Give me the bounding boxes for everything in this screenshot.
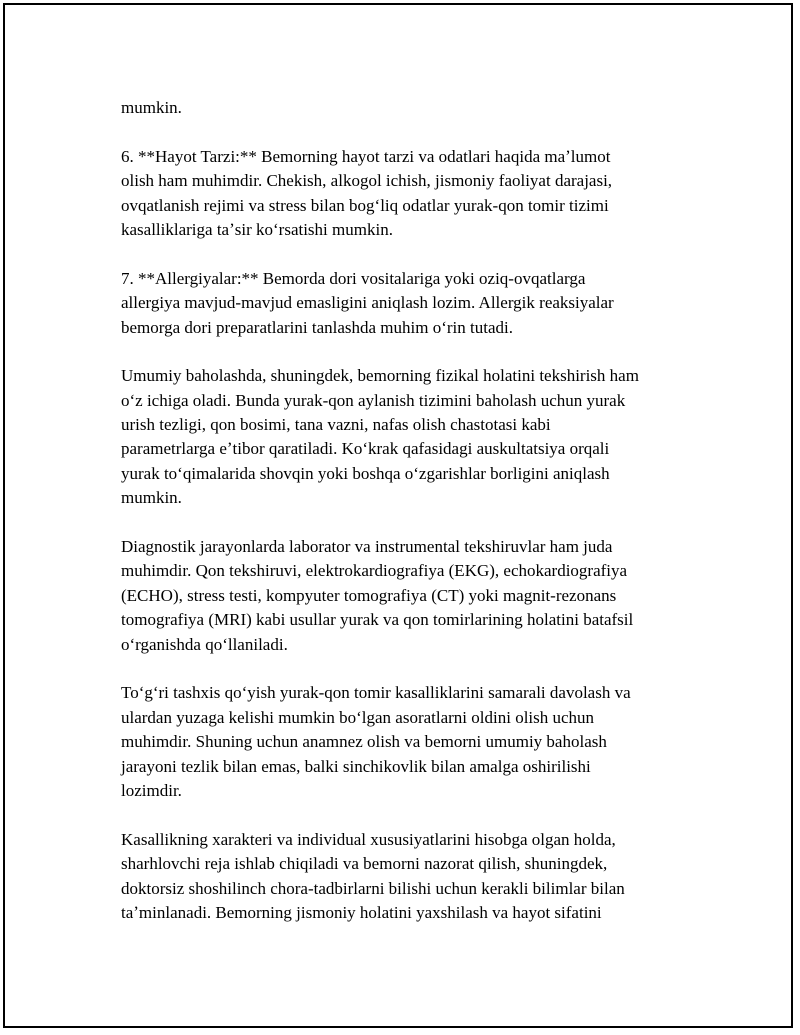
text-line: oʻz ichiga oladi. Bunda yurak-qon aylanish tizimini baholash uchun yurak (121, 390, 626, 410)
text-line: doktorsiz shoshilinch chora-tadbirlarni bilishi uchun kerakli bilimlar bilan (121, 878, 625, 898)
text-line: olish ham muhimdir. Chekish, alkogol ichish, jismoniy faoliyat darajasi, (121, 171, 613, 191)
text-line: lozimdir. (121, 780, 182, 800)
text-line: allergiya mavjud-mavjud emasligini aniqlash lozim. Allergik reaksiyalar (121, 293, 614, 313)
text-line: kasalliklariga taʼsir koʻrsatishi mumkin. (121, 219, 393, 239)
text-line: Diagnostik jarayonlarda laborator va instrumental tekshiruvlar ham juda (121, 537, 613, 557)
document-body (121, 96, 691, 950)
text-line: taʼminlanadi. Bemorning jismoniy holatini yaxshilash va hayot sifatini (121, 902, 602, 922)
text-line: bemorga dori preparatlarini tanlashda muhim oʻrin tutadi. (121, 317, 513, 337)
document-page (3, 3, 793, 1028)
text-line: Toʻgʻri tashxis qoʻyish yurak-qon tomir kasalliklarini samarali davolash va (121, 683, 631, 703)
text-line: 7. **Allergiyalar:** Bemorda dori vositalariga yoki oziq-ovqatlarga (121, 268, 586, 288)
text-line: (ECHO), stress testi, kompyuter tomografiya (CT) yoki magnit-rezonans (121, 585, 617, 605)
paragraph-continuation (121, 96, 691, 120)
text-line: tomografiya (MRI) kabi usullar yurak va qon tomirlarining holatini batafsil (121, 610, 634, 630)
paragraph-allergies (121, 267, 691, 340)
text-line: urish tezligi, qon bosimi, tana vazni, nafas olish chastotasi kabi (121, 415, 551, 435)
text-line: muhimdir. Qon tekshiruvi, elektrokardiografiya (EKG), echokardiografiya (121, 561, 628, 581)
text-line: muhimdir. Shuning uchun anamnez olish va bemorni umumiy baholash (121, 732, 607, 752)
text-line: ulardan yuzaga kelishi mumkin boʻlgan asoratlarni oldini olish uchun (121, 707, 595, 727)
text-line: Umumiy baholashda, shuningdek, bemorning fizikal holatini tekshirish ham (121, 366, 639, 386)
text-line: sharhlovchi reja ishlab chiqiladi va bemorni nazorat qilish, shuningdek, (121, 854, 608, 874)
text-line: ovqatlanish rejimi va stress bilan bogʻliq odatlar yurak-qon tomir tizimi (121, 195, 609, 215)
text-line: mumkin. (121, 98, 182, 117)
text-line: jarayoni tezlik bilan emas, balki sinchikovlik bilan amalga oshirilishi (121, 756, 591, 776)
paragraph-correct-diagnosis (121, 681, 691, 803)
paragraph-lifestyle (121, 145, 691, 243)
text-line: Kasallikning xarakteri va individual xususiyatlarini hisobga olgan holda, (121, 829, 616, 849)
text-line: 6. **Hayot Tarzi:** Bemorning hayot tarzi va odatlari haqida maʼlumot (121, 146, 611, 166)
paragraph-diagnostics (121, 535, 691, 657)
text-line: yurak toʻqimalarida shovqin yoki boshqa oʻzgarishlar borligini aniqlash (121, 463, 610, 483)
text-line: mumkin. (121, 488, 182, 508)
paragraph-care-plan (121, 828, 691, 926)
paragraph-physical-exam (121, 364, 691, 510)
text-line: parametrlarga eʼtibor qaratiladi. Koʻkrak qafasidagi auskultatsiya orqali (121, 439, 610, 459)
text-line: oʻrganishda qoʻllaniladi. (121, 634, 288, 654)
